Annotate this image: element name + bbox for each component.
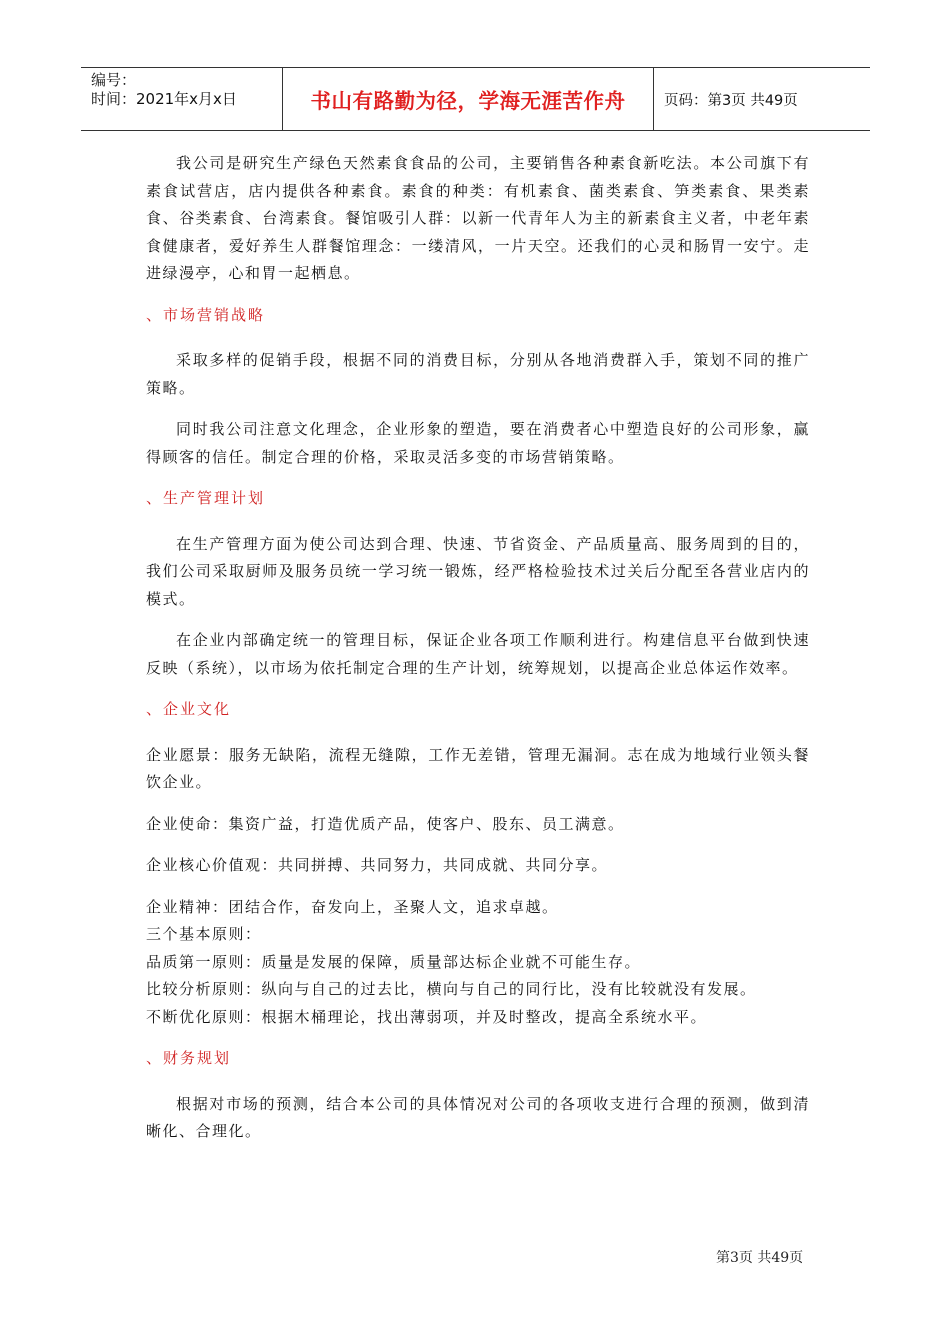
principle-3: 不断优化原则：根据木桶理论，找出薄弱项，并及时整改，提高全系统水平。 [146,1007,708,1026]
section-heading-marketing: 、市场营销战略 [146,305,266,324]
header-page-number: 页码：第3页 共49页 [664,92,798,109]
document-date-label: 时间：2021年x月x日 [91,90,237,108]
principle-1: 品质第一原则：质量是发展的保障，质量部达标企业就不可能生存。 [146,952,642,971]
culture-principles-block [146,894,810,1032]
culture-vision: 企业愿景：服务无缺陷，流程无缝隙，工作无差错，管理无漏洞。志在成为地域行业领头餐饮企业。 [146,745,810,791]
section-heading-finance: 、财务规划 [146,1049,232,1067]
production-paragraph-1: 在生产管理方面为使公司达到合理、快速、节省资金、产品质量高、服务周到的目的，我们公司采取厨师及服务员统一学习统一锻炼，经严格检验技术过关后分配至各营业店内的模式。 [146,534,810,608]
marketing-paragraph-2: 同时我公司注意文化理念，企业形象的塑造，要在消费者心中塑造良好的公司形象，赢得顾客的信任。制定合理的价格，采取灵活多变的市场营销策略。 [146,420,810,466]
intro-paragraph: 我公司是研究生产绿色天然素食食品的公司，主要销售各种素食新吃法。本公司旗下有素食试营店，店内提供各种素食。素食的种类：有机素食、菌类素食、笋类素食、果类素食、谷类素食、台湾素食。餐馆吸引人群：以新一代青年人为主的新素食主义者，中老年素食健康者，爱好养生人群餐馆理念：一缕清风，一片天空。还我们的心灵和肠胃一安宁。走进绿漫亭，心和胃一起栖息。 [146,154,810,282]
header-motto: 书山有路勤为径，学海无涯苦作舟 [310,89,626,113]
culture-mission: 企业使命：集资广益，打造优质产品，使客户、股东、员工满意。 [146,814,625,833]
page-footer-number: 第3页 共49页 [716,1250,804,1266]
production-paragraph-2: 在企业内部确定统一的管理目标，保证企业各项工作顺利进行。构建信息平台做到快速反映（系统），以市场为依托制定合理的生产计划，统筹规划，以提高企业总体运作效率。 [146,631,810,677]
section-heading-culture: 、企业文化 [146,700,232,718]
principle-2: 比较分析原则：纵向与自己的过去比，横向与自己的同行比，没有比较就没有发展。 [146,980,757,998]
page-header [81,67,870,131]
culture-spirit: 企业精神：团结合作，奋发向上，圣聚人文，追求卓越。 [146,897,559,916]
marketing-paragraph-1: 采取多样的促销手段，根据不同的消费目标，分别从各地消费群入手，策划不同的推广策略。 [146,351,810,397]
header-motto-cell [283,68,654,130]
header-meta [81,68,283,130]
finance-paragraph-1: 根据对市场的预测，结合本公司的具体情况对公司的各项收支进行合理的预测，做到清晰化、合理化。 [146,1094,810,1140]
culture-values: 企业核心价值观：共同拼搏、共同努力，共同成就、共同分享。 [146,856,609,874]
header-page-cell [654,68,870,130]
principles-title: 三个基本原则： [146,925,262,943]
section-heading-production: 、生产管理计划 [146,489,266,507]
document-number-label: 编号： [91,71,137,89]
document-body [146,150,810,1160]
